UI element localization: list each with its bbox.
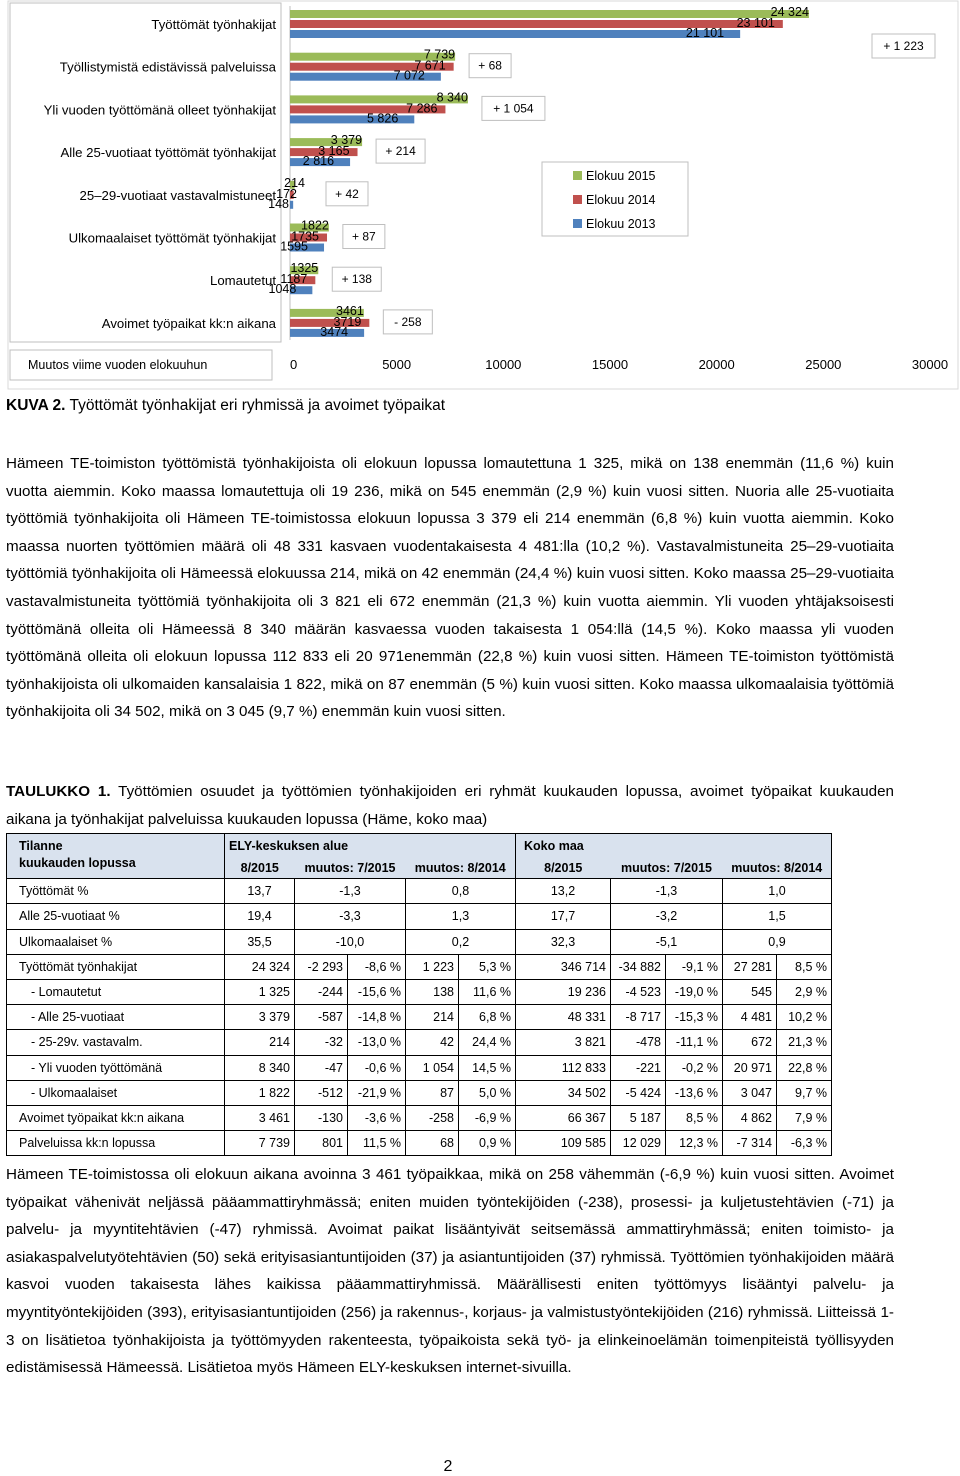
table-cell: 12,3 % — [666, 1131, 723, 1156]
row-label: - Yli vuoden työttömänä — [7, 1055, 225, 1080]
table-cell: -13,6 % — [666, 1080, 723, 1105]
row-label: - 25-29v. vastavalm. — [7, 1030, 225, 1055]
data-label: 1822 — [301, 218, 329, 233]
table-cell: 0,9 % — [459, 1131, 516, 1156]
data-label: 7 286 — [406, 101, 438, 116]
figure-caption — [6, 397, 445, 415]
table-cell: 3 379 — [225, 1005, 295, 1030]
table-cell: -3,6 % — [348, 1105, 406, 1130]
table-subheader: 8/2015 — [225, 858, 295, 879]
table-cell: 42 — [406, 1030, 459, 1055]
x-tick-label: 10000 — [485, 357, 522, 372]
table-cell: 1,3 — [406, 904, 516, 929]
table-cell: -6,3 % — [777, 1131, 832, 1156]
table-caption — [6, 778, 894, 833]
table-cell: -11,1 % — [666, 1030, 723, 1055]
table-cell: -5,1 — [611, 929, 723, 954]
table-row — [7, 1055, 832, 1080]
table-cell: 27 281 — [723, 954, 777, 979]
table-subheader: muutos: 7/2015 — [295, 858, 406, 879]
x-tick-label: 20000 — [698, 357, 735, 372]
data-label: 7 072 — [393, 68, 425, 83]
paragraph-1 — [6, 450, 894, 726]
table-row — [7, 929, 832, 954]
table-cell: 1 054 — [406, 1055, 459, 1080]
data-label: 3 379 — [330, 133, 363, 148]
table-subheader: 8/2015 — [516, 858, 611, 879]
data-label: 23 101 — [736, 16, 775, 30]
table-cell: -512 — [295, 1080, 348, 1105]
table-cell: -2 293 — [295, 954, 348, 979]
table-cell: 5,3 % — [459, 954, 516, 979]
table-cell: 214 — [406, 1005, 459, 1030]
table-cell: 9,7 % — [777, 1080, 832, 1105]
bar-chart — [0, 0, 960, 392]
sentence: Avoimet työpaikat vähenivät neljässä pääammattiryhmässä; eniten muiden työntekijöiden (-238), prosessi- ja kuljetustehtävien (-71) ja palvelu- ja myyntitehtävien (-47) ryhmissä. — [6, 1166, 894, 1239]
table-cell: 7 739 — [225, 1131, 295, 1156]
table-cell: -8 717 — [611, 1005, 666, 1030]
table-row — [7, 879, 832, 904]
table-row — [7, 954, 832, 979]
table-cell: -5 424 — [611, 1080, 666, 1105]
table-cell: 346 714 — [516, 954, 611, 979]
table-row — [7, 904, 832, 929]
table-cell: 24,4 % — [459, 1030, 516, 1055]
row-label: Työttömät % — [7, 879, 225, 904]
change-label: + 1 054 — [493, 101, 534, 116]
data-label: 24 324 — [770, 5, 809, 19]
sentence: Vastavalmistuneita 25–29-vuotiaita työttömiä työnhakijoita oli Hämeessä elokuussa 214, mikä on 42 enemmän (24,4 %) kuin vuosi sitten. — [6, 537, 895, 583]
x-tick-label: 30000 — [911, 357, 949, 372]
table-header-row — [7, 834, 832, 859]
change-label: + 214 — [385, 144, 416, 159]
table-cell: 1,0 — [723, 879, 832, 904]
category-label: Työllistymistä edistävissä palveluissa — [59, 59, 276, 75]
sentence: Koko maassa ulkomaalaisia työttömiä työnhakijoita oli 34 502, mikä on 3 045 (9,7 %) enemmän kuin vuosi sitten. — [6, 675, 894, 721]
table-cell: -47 — [295, 1055, 348, 1080]
table-cell: 35,5 — [225, 929, 295, 954]
table-cell: 34 502 — [516, 1080, 611, 1105]
sentence: Avoimat paikat lisääntyivät seitsemässä ammattiryhmässä; eniten toimisto- ja asiakaspalvelutyötehtävien (50) sekä erityisasiantuntijoiden (37) ja asiantuntijoiden (37) ryhmissä. — [6, 1221, 894, 1266]
chart-figure — [0, 0, 960, 392]
table-cell: 22,8 % — [777, 1055, 832, 1080]
category-label: Avoimet työpaikat kk:n aikana — [101, 315, 276, 331]
legend-swatch — [573, 219, 582, 228]
table-cell: 6,8 % — [459, 1005, 516, 1030]
data-label: 5 826 — [367, 111, 399, 126]
table-cell: 1 822 — [225, 1080, 295, 1105]
table-cell: -1,3 — [295, 879, 406, 904]
table-cell: 5 187 — [611, 1105, 666, 1130]
table-cell: 3 461 — [225, 1105, 295, 1130]
table-cell: 545 — [723, 979, 777, 1004]
data-label: 214 — [284, 175, 305, 190]
x-tick-label: 0 — [290, 357, 298, 372]
sentence: Koko maassa 25–29-vuotiaita vastavalmistuneita työttömiä työnhakijoita oli 3 821 eli 672 enemmän (21,3 %) kuin vuotta aiemmin. — [6, 565, 895, 610]
table-cell: -130 — [295, 1105, 348, 1130]
table-cell: 138 — [406, 979, 459, 1004]
sentence: Yli vuoden yhtäjaksoisesti työttömänä olleita oli Hämeessä 8 340 määrän kasvaessa vuoden takaisesta 1 054:llä (14,5 %). — [6, 592, 894, 638]
table-cell: -478 — [611, 1030, 666, 1055]
legend-swatch — [573, 171, 582, 180]
table-corner-line: kuukauden lopussa — [19, 856, 136, 870]
sentence: Hämeen TE-toimiston työttömistä työnhakijoista oli ulkomaiden kansalaisia 1 822, mikä on 87 enemmän (5 %) kuin vuosi sitten. — [6, 648, 894, 693]
table-cell: -15,6 % — [348, 979, 406, 1004]
category-label: Työttömät työnhakijat — [151, 17, 276, 32]
table-cell: 87 — [406, 1080, 459, 1105]
data-label: 3461 — [336, 303, 364, 318]
row-label: Ulkomaalaiset % — [7, 929, 225, 954]
table-cell: 48 331 — [516, 1005, 611, 1030]
table-group-header: ELY-keskuksen alue — [225, 834, 516, 859]
change-label: + 68 — [478, 58, 502, 73]
sentence: Koko maassa lomautettuja oli 19 236, mikä on 545 enemmän (2,9 %) kuin vuosi sitten. — [121, 482, 735, 500]
table-cell: -19,0 % — [666, 979, 723, 1004]
table-cell: -34 882 — [611, 954, 666, 979]
table-cell: 3 821 — [516, 1030, 611, 1055]
sentence: Lisätietoa myös Hämeen ELY-keskuksen internet-sivuilla. — [187, 1359, 572, 1377]
data-label: 1325 — [290, 261, 319, 276]
table-cell: 8,5 % — [666, 1105, 723, 1130]
change-label: + 138 — [341, 272, 372, 287]
legend-label: Elokuu 2013 — [586, 217, 656, 231]
table-subheader: muutos: 8/2014 — [406, 858, 516, 879]
table-corner — [7, 834, 225, 879]
table-cell: 4 481 — [723, 1005, 777, 1030]
change-label: + 42 — [335, 186, 359, 201]
category-label: Yli vuoden työttömänä olleet työnhakijat — [43, 102, 276, 118]
category-label-panel — [10, 3, 281, 342]
table-cell: 8 340 — [225, 1055, 295, 1080]
table-cell: 13,7 — [225, 879, 295, 904]
table-cell: -6,9 % — [459, 1105, 516, 1130]
table-cell: 12 029 — [611, 1131, 666, 1156]
sentence: Työttömien työnhakijoiden määrä kasvoi vuoden takaisesta lähes kaikissa pääammattiryhmissä. — [6, 1248, 894, 1294]
change-label: + 87 — [352, 229, 376, 244]
legend-label: Elokuu 2014 — [586, 193, 656, 207]
table-cell: 20 971 — [723, 1055, 777, 1080]
table-cell: 4 862 — [723, 1105, 777, 1130]
data-label: 2 816 — [302, 154, 335, 169]
table-cell: -9,1 % — [666, 954, 723, 979]
change-label: + 1 223 — [883, 39, 924, 53]
x-tick-label: 5000 — [382, 357, 412, 372]
table-cell: 32,3 — [516, 929, 611, 954]
data-label: 3719 — [333, 314, 362, 329]
table-cell: 68 — [406, 1131, 459, 1156]
table-row — [7, 1080, 832, 1105]
table-cell: -4 523 — [611, 979, 666, 1004]
sentence: Koko maassa yli vuoden työttömänä olleita oli elokuun lopussa 112 833 eli 20 971enemmän (22,8 %) kuin vuosi sitten. — [6, 620, 894, 666]
data-label: 172 — [276, 186, 297, 201]
table-cell: 66 367 — [516, 1105, 611, 1130]
bar-2 — [290, 30, 740, 38]
table-cell: 21,3 % — [777, 1030, 832, 1055]
table-cell: -10,0 — [295, 929, 406, 954]
sentence: Hämeen TE-toimiston työttömistä työnhakijoista oli elokuun lopussa lomautettuna 1 325, mikä on 138 enemmän (11,6 %) kuin vuotta aiemmin. — [6, 455, 894, 500]
table-cell: 7,9 % — [777, 1105, 832, 1130]
table-cell: -13,0 % — [348, 1030, 406, 1055]
data-label: 7 671 — [414, 58, 446, 73]
data-label: 3474 — [320, 324, 349, 339]
category-label: Lomautetut — [210, 273, 276, 289]
row-label: - Ulkomaalaiset — [7, 1080, 225, 1105]
row-label: Työttömät työnhakijat — [7, 954, 225, 979]
table-cell: 1 325 — [225, 979, 295, 1004]
bar-0 — [290, 10, 809, 18]
table-cell: 19,4 — [225, 904, 295, 929]
row-label: Palveluissa kk:n lopussa — [7, 1131, 225, 1156]
sentence: Nuoria alle 25-vuotiaita työttömiä työnhakijoita oli Hämeen TE-toimistossa elokuun lopussa 3 379 eli 214 enemmän (6,8 %) kuin vuotta aiemmin. — [6, 482, 894, 528]
table-cell: 17,7 — [516, 904, 611, 929]
data-label: 1187 — [280, 272, 308, 287]
statistics-table — [6, 833, 832, 1156]
table-caption-text: Työttömien osuudet ja työttömien työnhakijoiden eri ryhmät kuukauden lopussa, avoimet työpaikat kuukauden aikana ja työnhakijat palveluissa kuukauden lopussa (Häme, koko maa) — [6, 783, 894, 828]
table-cell: 0,2 — [406, 929, 516, 954]
table-cell: 0,8 — [406, 879, 516, 904]
row-label: - Lomautetut — [7, 979, 225, 1004]
table-cell: -221 — [611, 1055, 666, 1080]
x-tick-label: 15000 — [591, 357, 629, 372]
table-cell: -14,8 % — [348, 1005, 406, 1030]
data-label: 7 739 — [423, 47, 456, 62]
change-title: Muutos viime vuoden elokuuhun — [28, 358, 208, 372]
table-cell: 11,6 % — [459, 979, 516, 1004]
table-cell: -587 — [295, 1005, 348, 1030]
table-cell: 672 — [723, 1030, 777, 1055]
table-cell: 24 324 — [225, 954, 295, 979]
table-cell: 2,9 % — [777, 979, 832, 1004]
page-number: 2 — [443, 1458, 453, 1475]
change-label: - 258 — [394, 314, 422, 329]
data-label: 21 101 — [685, 26, 725, 40]
table-cell: 1,5 — [723, 904, 832, 929]
table-cell: -244 — [295, 979, 348, 1004]
category-label: Ulkomaalaiset työttömät työnhakijat — [68, 230, 276, 246]
table-cell: 8,5 % — [777, 954, 832, 979]
table-cell: 3 047 — [723, 1080, 777, 1105]
table-cell: -0,2 % — [666, 1055, 723, 1080]
figure-caption-text: Työttömät työnhakijat eri ryhmissä ja avoimet työpaikat — [65, 397, 446, 414]
table-cell: -15,3 % — [666, 1005, 723, 1030]
figure-caption-label: KUVA 2. — [6, 397, 66, 414]
data-label: 3 165 — [318, 144, 350, 159]
table-row — [7, 1105, 832, 1130]
data-label: 1048 — [268, 282, 297, 297]
table-cell: -7 314 — [723, 1131, 777, 1156]
table-subheader: muutos: 7/2015 — [611, 858, 723, 879]
table-cell: 109 585 — [516, 1131, 611, 1156]
legend-label: Elokuu 2015 — [586, 169, 656, 183]
sentence: Koko maassa nuorten työttömien määrä oli 48 331 kasvaen vuodentakaisesta 4 481:lla (10,2 %). — [6, 510, 894, 555]
table-row — [7, 1131, 832, 1156]
sentence: Liitteissä 1-3 on lisätietoa työnhakijoista ja työttömyyden rakenteesta, työpaikoista sekä työ- ja elinkeinoelämän toimenpiteistä työllisyyden edistämisessä Hämeessä. — [6, 1303, 894, 1377]
table-cell: 0,9 — [723, 929, 832, 954]
table-cell: 112 833 — [516, 1055, 611, 1080]
category-label: Alle 25-vuotiaat työttömät työnhakijat — [60, 145, 276, 161]
table-cell: 10,2 % — [777, 1005, 832, 1030]
table-cell: -21,9 % — [348, 1080, 406, 1105]
table-cell: -258 — [406, 1105, 459, 1130]
data-label: 8 340 — [436, 90, 468, 105]
table-cell: 19 236 — [516, 979, 611, 1004]
table-cell: 5,0 % — [459, 1080, 516, 1105]
table-cell: 13,2 — [516, 879, 611, 904]
data-label: 148 — [268, 196, 289, 211]
table-cell: 1 223 — [406, 954, 459, 979]
row-label: Avoimet työpaikat kk:n aikana — [7, 1105, 225, 1130]
table-row — [7, 979, 832, 1004]
paragraph-2 — [6, 1161, 894, 1382]
legend-swatch — [573, 195, 582, 204]
table-row — [7, 1030, 832, 1055]
bar-2 — [290, 201, 293, 209]
table-row — [7, 1005, 832, 1030]
data-label: 1595 — [280, 239, 309, 254]
table-cell: -3,2 — [611, 904, 723, 929]
row-label: - Alle 25-vuotiaat — [7, 1005, 225, 1030]
table-cell: -32 — [295, 1030, 348, 1055]
table-cell: 214 — [225, 1030, 295, 1055]
sentence: Hämeen TE-toimistossa oli elokuun aikana avoinna 3 461 työpaikkaa, mikä on 258 vähemmän (-6,9 %) kuin vuosi sitten. — [6, 1166, 840, 1183]
data-label: 1735 — [291, 229, 320, 244]
table-cell: -0,6 % — [348, 1055, 406, 1080]
table-corner-line: Tilanne — [19, 839, 63, 853]
x-tick-label: 25000 — [805, 357, 842, 372]
table-cell: 801 — [295, 1131, 348, 1156]
table-caption-label: TAULUKKO 1. — [6, 783, 111, 800]
table-cell: 14,5 % — [459, 1055, 516, 1080]
row-label: Alle 25-vuotiaat % — [7, 904, 225, 929]
sentence: Määrällisesti eniten työttömyys lisääntyi palvelu- ja myyntityöntekijöiden (393), erityisasiantuntijoiden (256) ja rakennus-, korjaus- ja valmistustyöntekijöiden (216) ryhmissä. — [6, 1276, 894, 1321]
table-cell: -8,6 % — [348, 954, 406, 979]
category-label: 25–29-vuotiaat vastavalmistuneet — [79, 187, 276, 203]
table-subheader: muutos: 8/2014 — [723, 858, 832, 879]
table-cell: 11,5 % — [348, 1131, 406, 1156]
table-cell: -1,3 — [611, 879, 723, 904]
table-group-header: Koko maa — [516, 834, 832, 859]
table-cell: -3,3 — [295, 904, 406, 929]
